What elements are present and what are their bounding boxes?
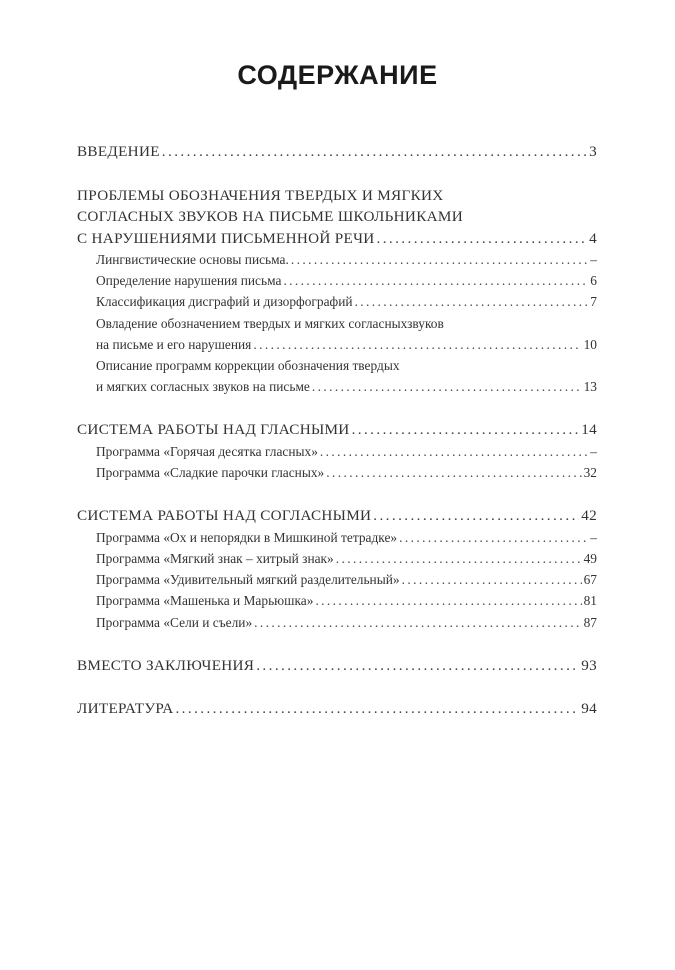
toc-subentry[interactable] bbox=[77, 569, 597, 590]
dot-leader bbox=[336, 548, 582, 569]
toc-subentry[interactable] bbox=[77, 291, 597, 312]
toc-entry-label: Программа «Сели и съели» bbox=[96, 614, 253, 630]
dot-leader bbox=[352, 419, 580, 441]
toc-page-number: 7 bbox=[590, 294, 597, 310]
toc-entry-conclusion[interactable] bbox=[77, 655, 597, 677]
dot-leader bbox=[320, 441, 588, 462]
toc-subentry[interactable] bbox=[77, 590, 597, 611]
toc-entry-label: СИСТЕМА РАБОТЫ НАД СОГЛАСНЫМИ bbox=[77, 507, 372, 525]
toc-subentry[interactable] bbox=[77, 249, 597, 270]
toc-entry-label-line: СОГЛАСНЫХ ЗВУКОВ НА ПИСЬМЕ ШКОЛЬНИКАМИ bbox=[77, 208, 463, 225]
toc-entry-label: Программа «Горячая десятка гласных» bbox=[96, 443, 318, 459]
dot-leader bbox=[175, 698, 579, 720]
toc-page-number: – bbox=[590, 529, 597, 545]
toc-section-3[interactable] bbox=[77, 505, 597, 527]
toc-entry-label: ВМЕСТО ЗАКЛЮЧЕНИЯ bbox=[77, 656, 255, 674]
dot-leader bbox=[162, 141, 587, 163]
toc-subentry[interactable] bbox=[77, 527, 597, 548]
toc-page-number: 32 bbox=[583, 465, 597, 481]
toc-entry-label: Программа «Сладкие парочки гласных» bbox=[96, 465, 325, 481]
toc-entry-references[interactable] bbox=[77, 698, 597, 720]
toc-entry-label: СИСТЕМА РАБОТЫ НАД ГЛАСНЫМИ bbox=[77, 421, 350, 439]
toc-entry-label-line: на письме и его нарушения bbox=[96, 336, 252, 352]
dot-leader bbox=[355, 291, 589, 312]
toc-entry-label: Программа «Удивительный мягкий разделительный» bbox=[96, 572, 400, 588]
toc-section-2[interactable] bbox=[77, 419, 597, 441]
toc-page-number: – bbox=[590, 443, 597, 459]
toc-page-number: 13 bbox=[583, 379, 597, 395]
toc-page-number: 42 bbox=[581, 507, 597, 525]
toc-entry-label: Определение нарушения письма bbox=[96, 273, 282, 289]
dot-leader bbox=[283, 270, 588, 291]
dot-leader bbox=[377, 228, 588, 250]
dot-leader bbox=[326, 462, 581, 483]
dot-leader bbox=[315, 590, 581, 611]
toc-entry-label-line: Описание программ коррекции обозначения твердых bbox=[96, 358, 400, 374]
toc-page-number: 81 bbox=[583, 593, 597, 609]
dot-leader bbox=[256, 655, 579, 677]
toc-entry-label-line: и мягких согласных звуков на письме bbox=[96, 379, 310, 395]
toc-page-number: 4 bbox=[589, 229, 597, 247]
toc-entry-label: Классификация дисграфий и дизорфографий bbox=[96, 294, 353, 310]
toc-entry-label: ЛИТЕРАТУРА bbox=[77, 700, 174, 718]
toc-page-number: 87 bbox=[583, 614, 597, 630]
dot-leader bbox=[253, 334, 581, 355]
toc-page-number: 49 bbox=[583, 551, 597, 567]
toc-entry-label: Лингвистические основы письма. bbox=[96, 252, 289, 267]
toc-page-number: 6 bbox=[590, 273, 597, 289]
toc-page-number: 14 bbox=[581, 421, 597, 439]
dot-leader bbox=[254, 612, 581, 633]
toc-page-number: 93 bbox=[581, 656, 597, 674]
toc-section-1[interactable] bbox=[77, 185, 597, 250]
toc-page-number: 3 bbox=[589, 143, 597, 160]
toc-entry-intro[interactable] bbox=[77, 141, 597, 163]
dot-leader bbox=[312, 376, 582, 397]
dot-leader bbox=[373, 505, 579, 527]
dot-leader bbox=[399, 527, 588, 548]
toc-page-number: 10 bbox=[583, 336, 597, 352]
dot-leader bbox=[402, 569, 582, 590]
toc-subentry[interactable] bbox=[77, 270, 597, 291]
toc-subentry[interactable] bbox=[77, 355, 597, 397]
toc-entry-label-line: С НАРУШЕНИЯМИ ПИСЬМЕННОЙ РЕЧИ bbox=[77, 229, 375, 247]
toc-entry-label-line: Овладение обозначением твердых и мягких согласныхзвуков bbox=[96, 315, 444, 331]
toc-entry-label: Программа «Машенька и Марьюшка» bbox=[96, 593, 314, 609]
table-of-contents bbox=[77, 141, 597, 720]
toc-subentry[interactable] bbox=[77, 313, 597, 355]
toc-page-number: 94 bbox=[581, 700, 597, 718]
toc-subentry[interactable] bbox=[77, 612, 597, 633]
toc-page-number: 67 bbox=[583, 572, 597, 588]
page-title: СОДЕРЖАНИЕ bbox=[237, 60, 438, 90]
toc-subentry[interactable] bbox=[77, 548, 597, 569]
toc-page-number: – bbox=[590, 252, 597, 267]
toc-entry-label: ВВЕДЕНИЕ bbox=[77, 143, 160, 160]
toc-subentry[interactable] bbox=[77, 462, 597, 483]
toc-subentry[interactable] bbox=[77, 441, 597, 462]
toc-entry-label-line: ПРОБЛЕМЫ ОБОЗНАЧЕНИЯ ТВЕРДЫХ И МЯГКИХ bbox=[77, 186, 444, 204]
toc-entry-label: Программа «Мягкий знак – хитрый знак» bbox=[96, 551, 334, 567]
toc-entry-label: Программа «Ох и непорядки в Мишкиной тетрадке» bbox=[96, 529, 398, 545]
dot-leader bbox=[291, 249, 588, 270]
